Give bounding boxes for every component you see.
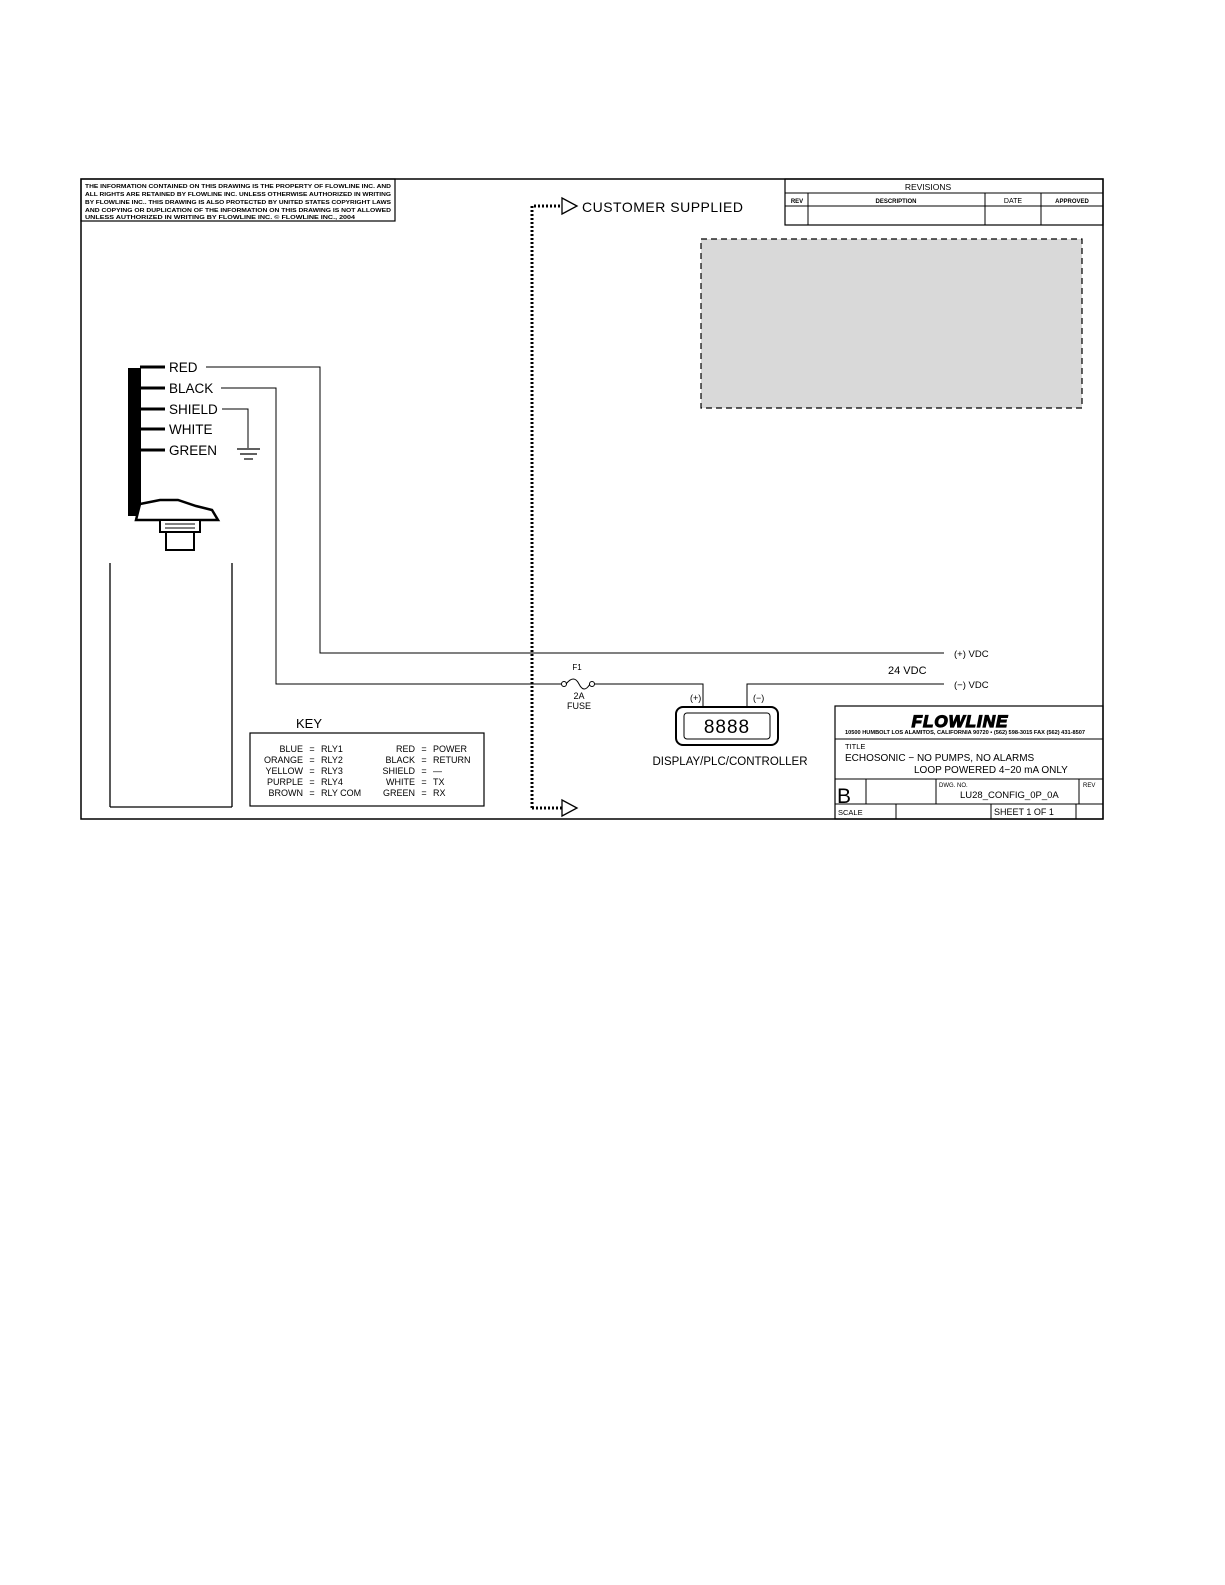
wire-label-shield: SHIELD — [169, 402, 218, 417]
wire-label-green: GREEN — [169, 443, 218, 458]
key-right-color-1: BLACK — [385, 755, 415, 765]
key-left-equals-1: = — [309, 755, 315, 765]
key-right-equals-0: = — [421, 744, 427, 754]
fuse-designator: F1 — [572, 663, 582, 672]
key-left-color-1: ORANGE — [263, 755, 303, 765]
wire-label-red: RED — [169, 360, 198, 375]
key-right-equals-3: = — [421, 777, 427, 787]
arrow-bottom — [562, 800, 577, 816]
key-right-equals-1: = — [421, 755, 427, 765]
revisions-col-description: DESCRIPTION — [875, 199, 917, 205]
company-address: 10500 HUMBOLT LOS ALAMITOS, CALIFORNIA 90720 • (562) 598-3015 FAX (562) 431-8507 — [845, 730, 1086, 736]
revisions-col-approved: APPROVED — [1055, 199, 1089, 205]
key-left-color-3: PURPLE — [266, 777, 303, 787]
fuse-label: FUSE — [566, 701, 592, 711]
company-logo: FLOWLINE — [911, 712, 1009, 731]
scale-label: SCALE — [838, 808, 863, 817]
key-left-meaning-1: RLY2 — [321, 755, 343, 765]
key-left-meaning-4: RLY COM — [321, 788, 362, 798]
placeholder-area — [701, 239, 1082, 408]
key-right-color-4: GREEN — [382, 788, 415, 798]
display-readout: 8888 — [703, 717, 751, 738]
revisions-title: REVISIONS — [904, 182, 952, 192]
sensor-housing — [136, 500, 218, 520]
vdc-negative-label: (−) VDC — [954, 680, 989, 691]
key-right-meaning-3: TX — [433, 777, 445, 787]
vdc-positive-label: (+) VDC — [954, 649, 989, 660]
wire-label-white: WHITE — [169, 422, 213, 437]
notice-line-2: ALL RIGHTS ARE RETAINED BY FLOWLINE INC. UNLESS OTHERWISE AUTHORIZED IN WRITING — [85, 192, 391, 198]
key-right-equals-4: = — [421, 788, 427, 798]
key-right-equals-2: = — [421, 766, 427, 776]
fuse-rating: 2A — [573, 691, 585, 701]
display-plus-terminal: (+) — [690, 693, 702, 703]
key-right-meaning-4: RX — [433, 788, 446, 798]
revisions-col-date: DATE — [1003, 198, 1023, 205]
sheet-number: SHEET 1 OF 1 — [994, 807, 1054, 817]
wire-red — [206, 367, 944, 653]
revisions-table — [785, 179, 1103, 225]
key-left-equals-3: = — [309, 777, 315, 787]
display-minus-terminal: (−) — [753, 693, 765, 703]
key-left-color-2: YELLOW — [265, 766, 303, 776]
customer-supplied-label: CUSTOMER SUPPLIED — [582, 199, 744, 215]
dwg-no-label: DWG. NO. — [939, 783, 968, 789]
key-left-equals-2: = — [309, 766, 315, 776]
key-left-meaning-2: RLY3 — [321, 766, 343, 776]
revisions-col-rev: REV — [790, 199, 804, 205]
drawing-title-line-1: ECHOSONIC − NO PUMPS, NO ALARMS — [845, 753, 1035, 764]
key-left-equals-0: = — [309, 744, 315, 754]
key-rows — [264, 744, 471, 798]
wire-fuse-to-display — [595, 684, 703, 707]
key-left-meaning-0: RLY1 — [321, 744, 343, 754]
sheet-size: B — [837, 785, 852, 808]
arrow-top — [562, 198, 577, 214]
notice-line-3: BY FLOWLINE INC.. THIS DRAWING IS ALSO PROTECTED BY UNITED STATES COPYRIGHT LAWS — [85, 200, 392, 206]
title-label: TITLE — [845, 742, 866, 751]
notice-line-1: THE INFORMATION CONTAINED ON THIS DRAWING IS THE PROPERTY OF FLOWLINE INC. AND — [85, 184, 391, 190]
key-title: KEY — [295, 716, 323, 731]
copyright-notice — [81, 179, 395, 221]
wire-label-black: BLACK — [169, 381, 214, 396]
fuse-icon — [562, 679, 595, 689]
key-right-color-2: SHIELD — [382, 766, 415, 776]
key-right-color-3: WHITE — [386, 777, 415, 787]
vdc-voltage-label: 24 VDC — [888, 665, 927, 677]
key-left-color-4: BROWN — [268, 788, 303, 798]
key-right-meaning-2: — — [433, 766, 442, 776]
sensor-cable — [128, 368, 140, 516]
key-right-meaning-0: POWER — [433, 744, 468, 754]
drawing-title-line-2: LOOP POWERED 4−20 mA ONLY — [914, 765, 1068, 776]
display-label: DISPLAY/PLC/CONTROLLER — [652, 756, 808, 768]
dwg-no: LU28_CONFIG_0P_0A — [960, 790, 1059, 801]
wire-display-to-negative — [747, 684, 944, 707]
notice-line-4: AND COPYING OR DUPLICATION OF THE INFORMATION ON THIS DRAWING IS NOT ALLOWED — [85, 208, 391, 214]
key-right-color-0: RED — [395, 744, 415, 754]
ground-icon — [237, 449, 260, 459]
key-left-color-0: BLUE — [279, 744, 303, 754]
key-left-equals-4: = — [309, 788, 315, 798]
rev-label: REV — [1083, 783, 1096, 789]
key-left-meaning-3: RLY4 — [321, 777, 343, 787]
notice-line-5: UNLESS AUTHORIZED IN WRITING BY FLOWLINE INC. © FLOWLINE INC., 2004 — [85, 215, 297, 221]
wire-shield — [222, 409, 248, 448]
wire-black — [221, 388, 561, 684]
key-right-meaning-1: RETURN — [433, 755, 471, 765]
